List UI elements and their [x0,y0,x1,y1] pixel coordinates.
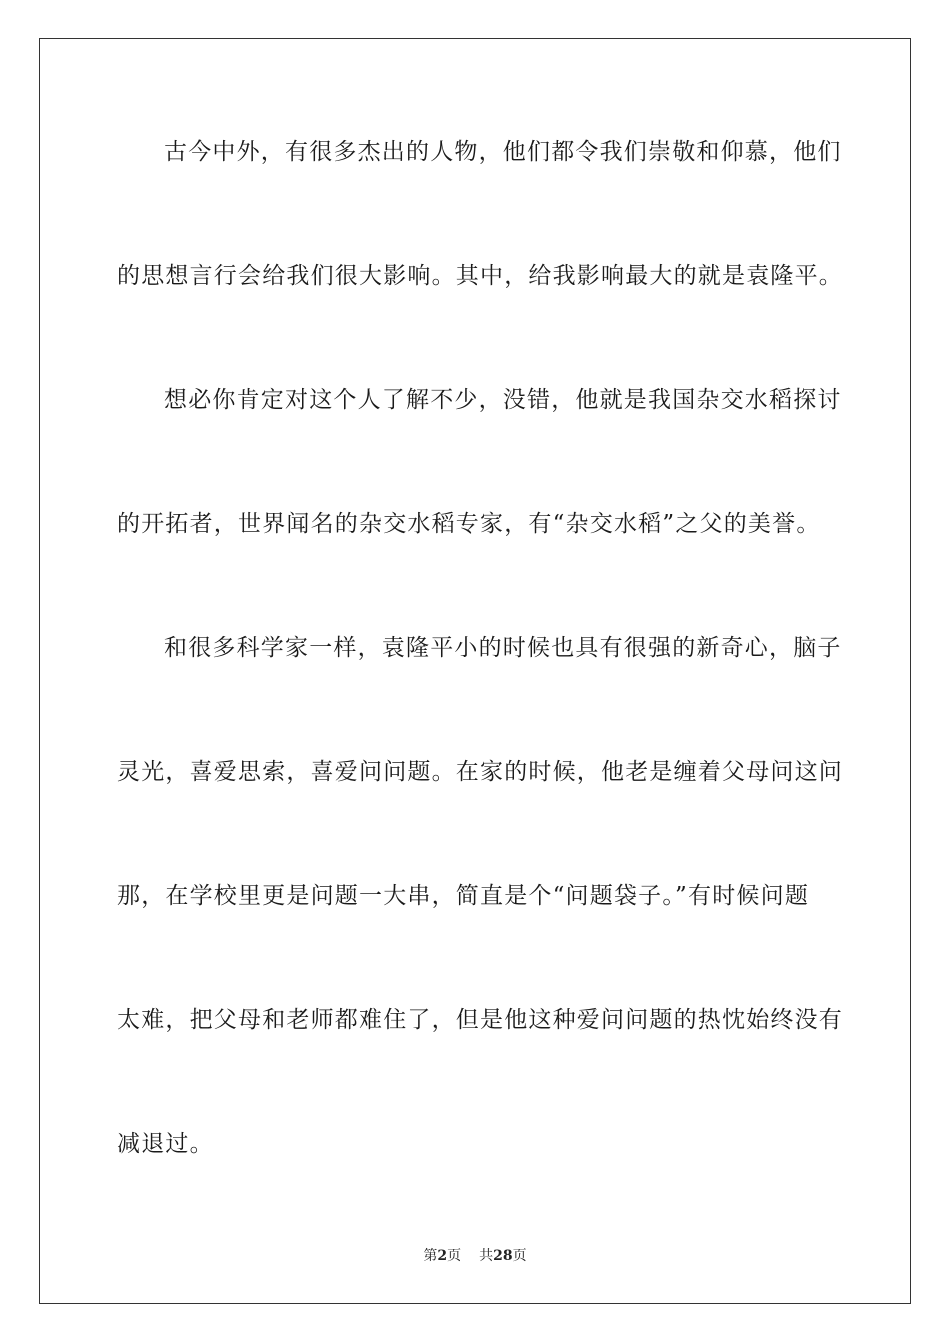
paragraph-1-line-1: 古今中外，有很多杰出的人物，他们都令我们崇敬和仰慕，他们 [164,139,842,165]
paragraph-3-line-3: 那，在学校里更是问题一大串，简直是个“问题袋子。”有时候问题 [117,883,810,909]
page-footer [0,1247,950,1265]
total-prefix: 共 [479,1248,494,1264]
paragraph-3-line-5: 减退过。 [117,1131,214,1157]
paragraph-3-line-1: 和很多科学家一样，袁隆平小的时候也具有很强的新奇心，脑子 [164,635,842,661]
paragraph-2-line-2: 的开拓者，世界闻名的杂交水稻专家，有“杂交水稻”之父的美誉。 [117,511,821,537]
paragraph-3-line-4: 太难，把父母和老师都难住了，但是他这种爱问问题的热忱始终没有 [117,1007,843,1033]
current-page: 2 [437,1248,448,1264]
total-page-count: 28 [493,1248,513,1264]
total-suffix: 页 [512,1248,527,1264]
paragraph-1-line-2: 的思想言行会给我们很大影响。其中，给我影响最大的就是袁隆平。 [117,263,843,289]
total-pages [479,1248,526,1264]
paragraph-2-line-1: 想必你肯定对这个人了解不少，没错，他就是我国杂交水稻探讨 [164,387,842,413]
page-number [423,1248,461,1264]
page-frame [39,38,911,1304]
paragraph-3-line-2: 灵光，喜爱思索，喜爱问问题。在家的时候，他老是缠着父母问这问 [117,759,843,785]
page-prefix: 第 [423,1248,438,1264]
page-suffix: 页 [447,1248,462,1264]
